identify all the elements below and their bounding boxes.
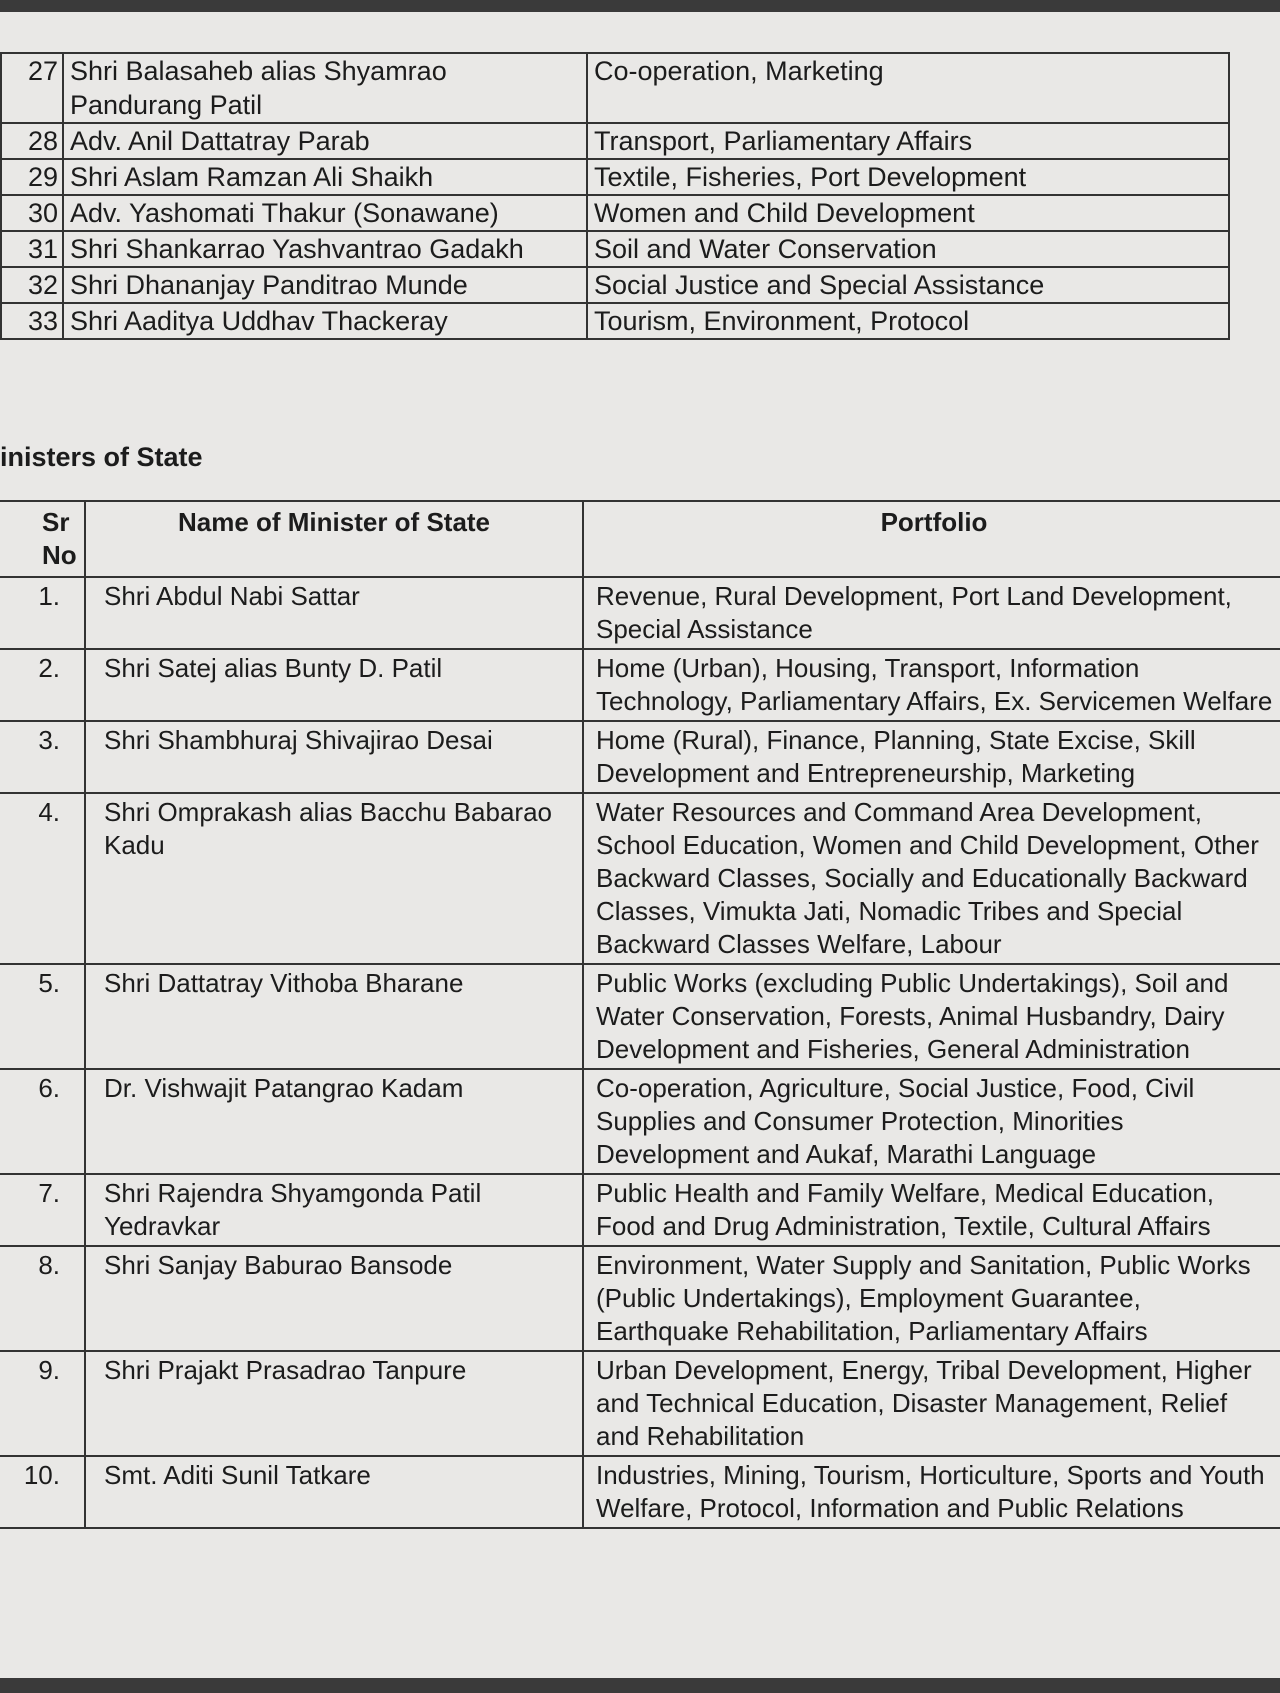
portfolio: Environment, Water Supply and Sanitation, Public Works (Public Undertakings), Employment Guarantee, Earthquake Rehabilitation, Parliamentary Affairs xyxy=(583,1246,1280,1351)
portfolio: Water Resources and Command Area Development, School Education, Women and Child Development, Other Backward Classes, Socially and Educationally Backward Classes, Vimukta Jati, Nomadic Tribes and Special Backward Classes Welfare, Labour xyxy=(583,793,1280,964)
minister-name: Shri Sanjay Baburao Bansode xyxy=(85,1246,583,1351)
portfolio: Home (Rural), Finance, Planning, State Excise, Skill Development and Entrepreneurship, Marketing xyxy=(583,721,1280,793)
portfolio: Co-operation, Marketing xyxy=(587,53,1229,123)
minister-name: Shri Prajakt Prasadrao Tanpure xyxy=(85,1351,583,1456)
table-row xyxy=(1,159,1229,195)
cabinet-ministers-table xyxy=(0,52,1230,340)
table-row xyxy=(0,1246,1280,1351)
minister-name: Adv. Anil Dattatray Parab xyxy=(63,123,587,159)
minister-name: Adv. Yashomati Thakur (Sonawane) xyxy=(63,195,587,231)
sr-no: 29 xyxy=(1,159,63,195)
sr-no: 7. xyxy=(0,1174,85,1246)
minister-name: Shri Abdul Nabi Sattar xyxy=(85,577,583,649)
portfolio: Public Works (excluding Public Undertakings), Soil and Water Conservation, Forests, Animal Husbandry, Dairy Development and Fisheries, General Administration xyxy=(583,964,1280,1069)
sr-no: 10. xyxy=(0,1456,85,1528)
cabinet-table-body xyxy=(1,53,1229,339)
table-row xyxy=(0,721,1280,793)
sr-no: 3. xyxy=(0,721,85,793)
minister-name: Shri Rajendra Shyamgonda Patil Yedravkar xyxy=(85,1174,583,1246)
minister-name: Shri Dhananjay Panditrao Munde xyxy=(63,267,587,303)
sr-no: 1. xyxy=(0,577,85,649)
table-row xyxy=(1,267,1229,303)
table-row xyxy=(1,231,1229,267)
portfolio: Home (Urban), Housing, Transport, Information Technology, Parliamentary Affairs, Ex. Servicemen Welfare xyxy=(583,649,1280,721)
portfolio: Industries, Mining, Tourism, Horticulture, Sports and Youth Welfare, Protocol, Information and Public Relations xyxy=(583,1456,1280,1528)
portfolio: Public Health and Family Welfare, Medical Education, Food and Drug Administration, Textile, Cultural Affairs xyxy=(583,1174,1280,1246)
table-row xyxy=(0,1174,1280,1246)
sr-no: 5. xyxy=(0,964,85,1069)
header-portfolio: Portfolio xyxy=(583,501,1280,577)
minister-name: Shri Satej alias Bunty D. Patil xyxy=(85,649,583,721)
sr-no: 8. xyxy=(0,1246,85,1351)
section-title-ministers-of-state: inisters of State xyxy=(0,442,203,472)
minister-name: Shri Shankarrao Yashvantrao Gadakh xyxy=(63,231,587,267)
portfolio: Tourism, Environment, Protocol xyxy=(587,303,1229,339)
sr-no: 6. xyxy=(0,1069,85,1174)
table-row xyxy=(0,1456,1280,1528)
minister-name: Smt. Aditi Sunil Tatkare xyxy=(85,1456,583,1528)
minister-name: Shri Shambhuraj Shivajirao Desai xyxy=(85,721,583,793)
table-row xyxy=(1,123,1229,159)
portfolio: Transport, Parliamentary Affairs xyxy=(587,123,1229,159)
sr-no: 30 xyxy=(1,195,63,231)
sr-no: 9. xyxy=(0,1351,85,1456)
top-edge xyxy=(0,0,1280,12)
table-row xyxy=(1,195,1229,231)
sr-no: 2. xyxy=(0,649,85,721)
minister-name: Shri Dattatray Vithoba Bharane xyxy=(85,964,583,1069)
table-row xyxy=(0,1351,1280,1456)
table-row xyxy=(0,964,1280,1069)
minister-name: Shri Aslam Ramzan Ali Shaikh xyxy=(63,159,587,195)
portfolio: Women and Child Development xyxy=(587,195,1229,231)
table-row xyxy=(1,303,1229,339)
portfolio: Co-operation, Agriculture, Social Justice, Food, Civil Supplies and Consumer Protection, Minorities Development and Aukaf, Marathi Language xyxy=(583,1069,1280,1174)
sr-no: 33 xyxy=(1,303,63,339)
table-header-row xyxy=(0,501,1280,577)
table-row xyxy=(1,53,1229,123)
sr-no: 31 xyxy=(1,231,63,267)
sr-no: 4. xyxy=(0,793,85,964)
header-name: Name of Minister of State xyxy=(85,501,583,577)
portfolio: Soil and Water Conservation xyxy=(587,231,1229,267)
bottom-edge xyxy=(0,1678,1280,1693)
sr-no: 28 xyxy=(1,123,63,159)
minister-name: Dr. Vishwajit Patangrao Kadam xyxy=(85,1069,583,1174)
minister-name: Shri Balasaheb alias Shyamrao Pandurang Patil xyxy=(63,53,587,123)
portfolio: Textile, Fisheries, Port Development xyxy=(587,159,1229,195)
sr-no: 27 xyxy=(1,53,63,123)
table-row xyxy=(0,577,1280,649)
table-row xyxy=(0,649,1280,721)
portfolio: Urban Development, Energy, Tribal Development, Higher and Technical Education, Disaster Management, Relief and Rehabilitation xyxy=(583,1351,1280,1456)
minister-name: Shri Aaditya Uddhav Thackeray xyxy=(63,303,587,339)
sr-no: 32 xyxy=(1,267,63,303)
header-sr-no: Sr No xyxy=(0,501,85,577)
portfolio: Social Justice and Special Assistance xyxy=(587,267,1229,303)
ministers-of-state-table xyxy=(0,500,1280,1529)
table-row xyxy=(0,793,1280,964)
minister-name: Shri Omprakash alias Bacchu Babarao Kadu xyxy=(85,793,583,964)
table-row xyxy=(0,1069,1280,1174)
portfolio: Revenue, Rural Development, Port Land Development, Special Assistance xyxy=(583,577,1280,649)
